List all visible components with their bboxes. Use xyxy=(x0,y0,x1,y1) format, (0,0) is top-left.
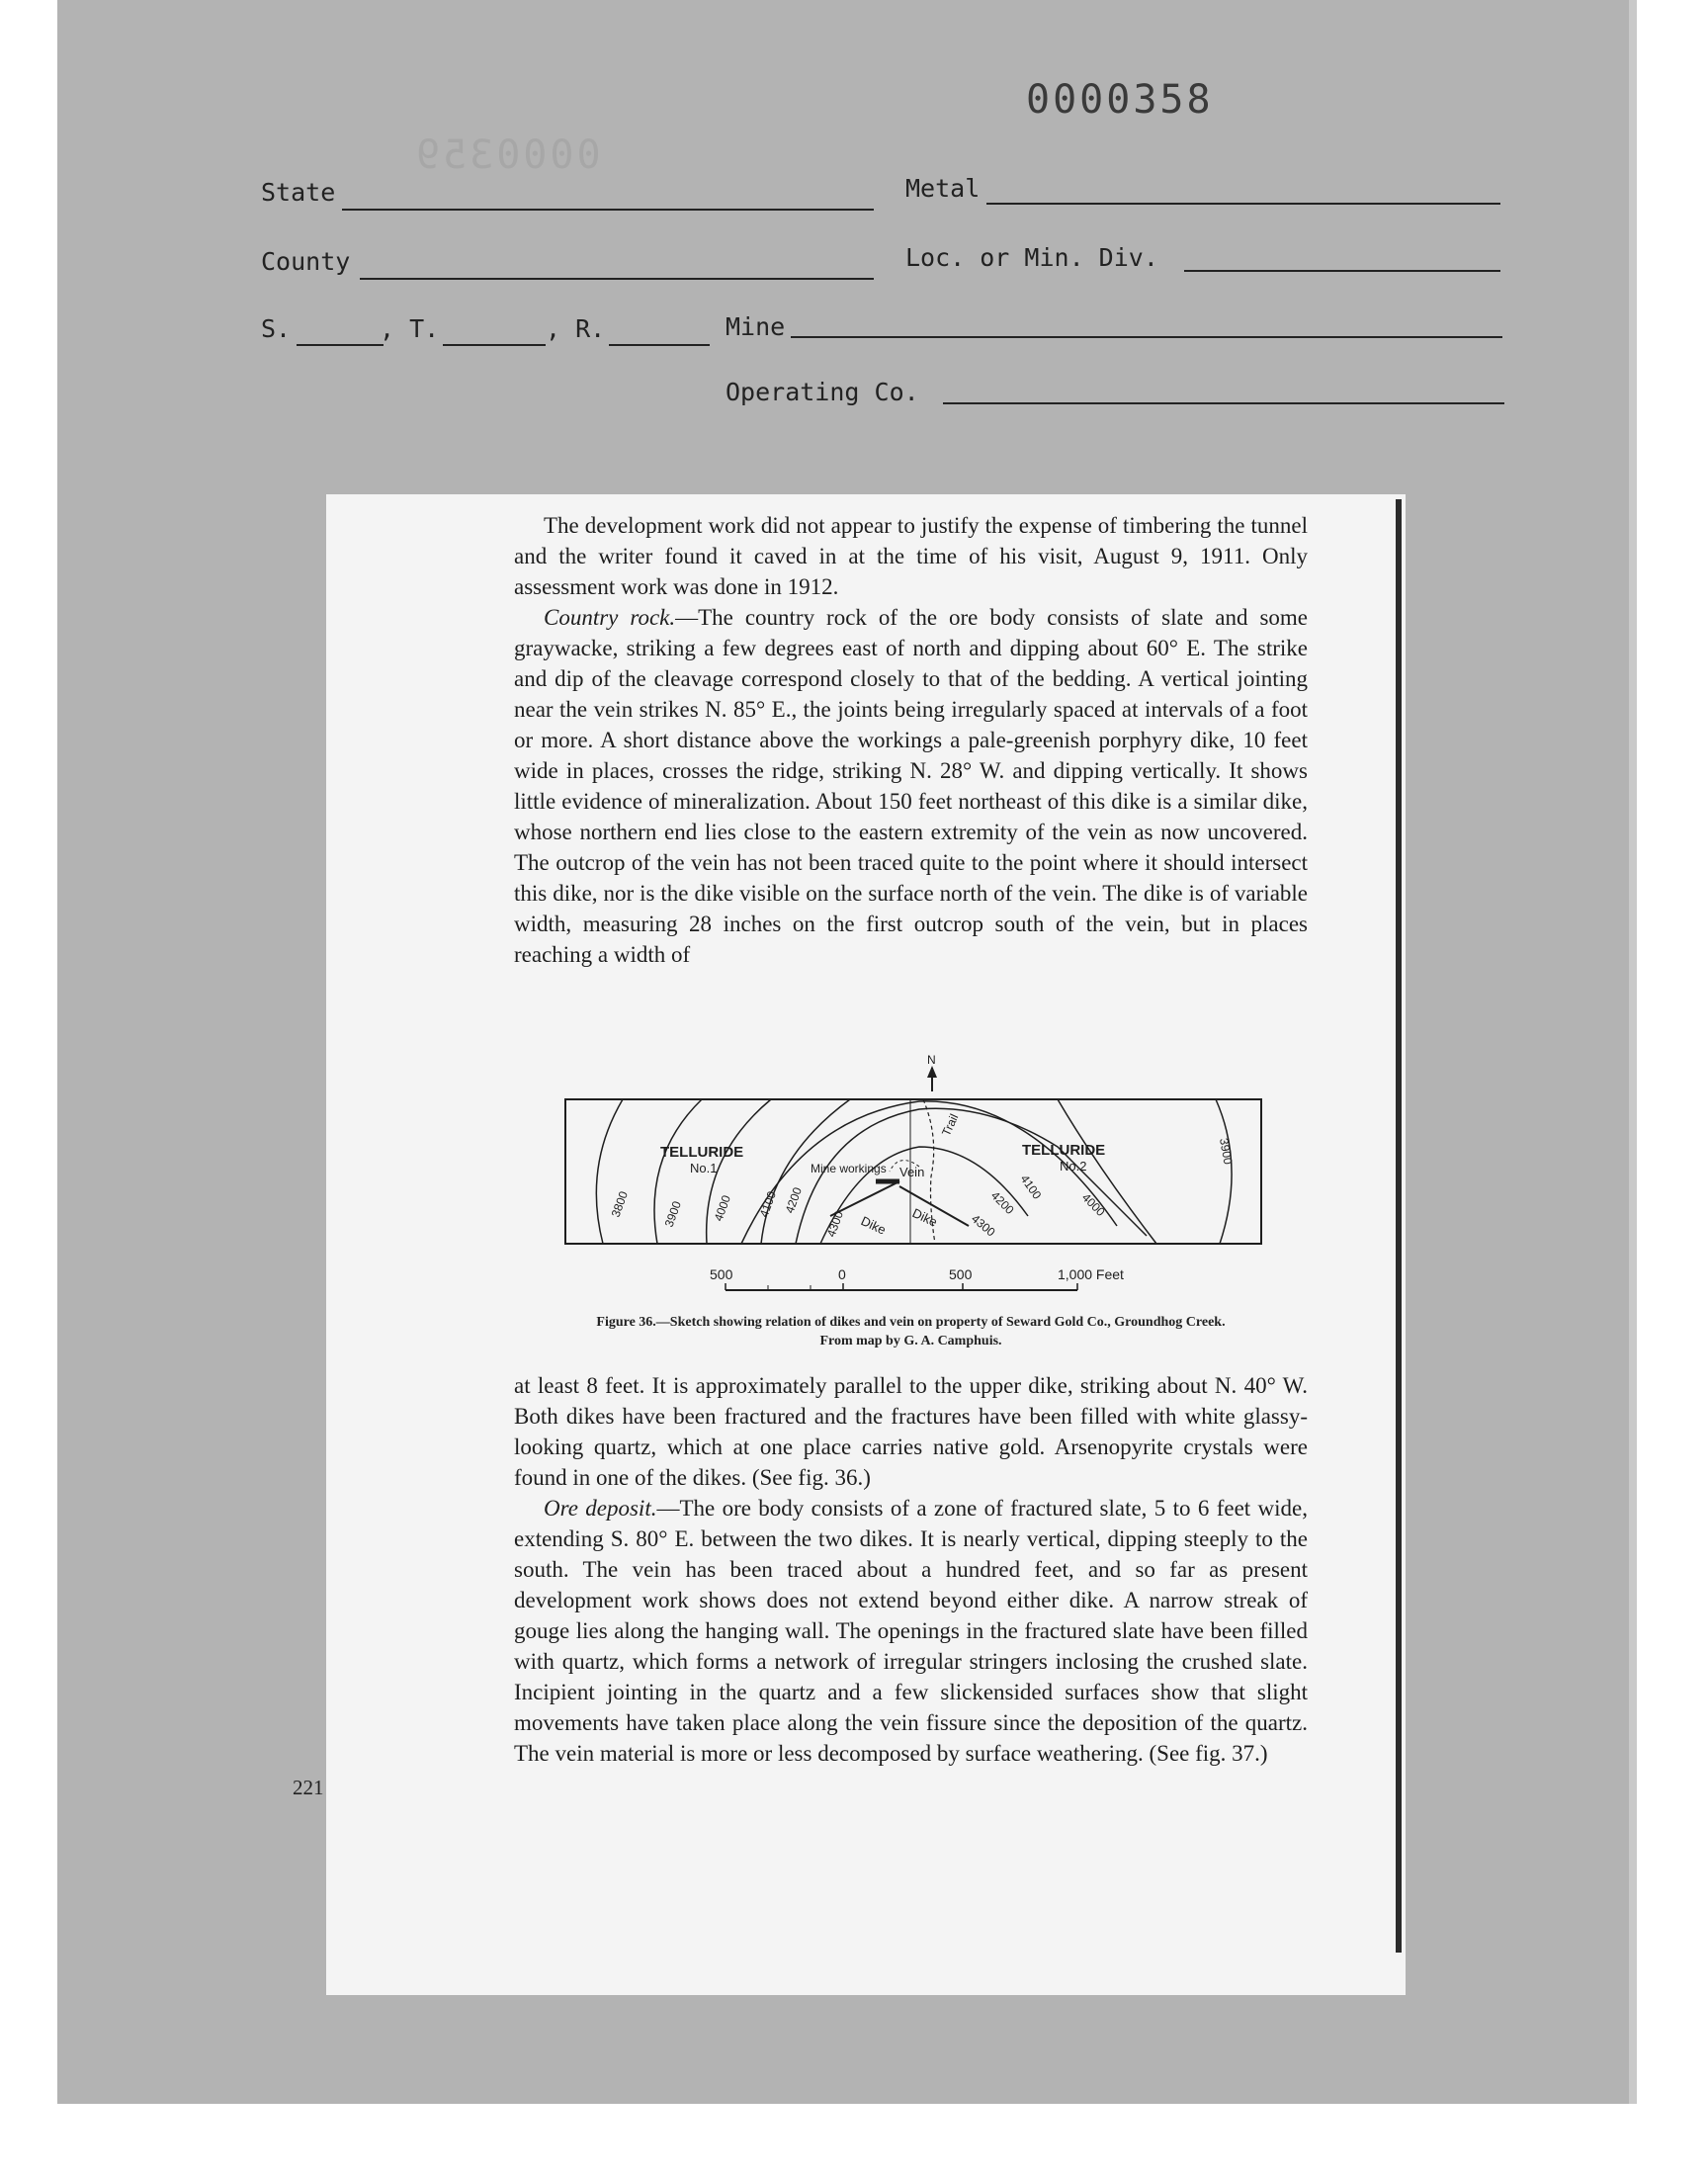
figure-caption xyxy=(514,1313,1308,1350)
trail-label: Trail xyxy=(939,1111,962,1139)
mine-workings-label: Mine workings xyxy=(811,1162,887,1175)
page-number: 221 xyxy=(293,1776,324,1799)
contour-label: 4100 xyxy=(756,1189,779,1220)
telluride-1-label: TELLURIDE xyxy=(660,1144,744,1161)
contour-label: 4000 xyxy=(711,1193,733,1224)
caption-line-1: Figure 36.—Sketch showing relation of dikes and vein on property of Seward Gold Co., Groundhog Creek. xyxy=(596,1315,1226,1330)
state-label: State xyxy=(261,178,336,207)
upper-text xyxy=(514,510,1308,970)
township-line[interactable] xyxy=(443,344,546,346)
contour-3900-east xyxy=(1216,1099,1232,1244)
section-label: S. xyxy=(261,314,292,343)
dike-upper xyxy=(830,1181,899,1216)
paragraph-dike-width: at least 8 feet. It is approximately parallel to the upper dike, striking about N. 40° W. Both dikes have been fractured and the fractures have been filled with white glassy-looking quartz, which at one place carries native gold. Arsenopyrite crystals were found in one of the dikes. (See fig. 36.) xyxy=(514,1373,1308,1490)
page-edge-shadow xyxy=(1396,499,1402,1953)
paragraph-ore-deposit xyxy=(514,1493,1308,1769)
paragraph-country-rock xyxy=(514,602,1308,970)
scale-label: 500 xyxy=(949,1266,973,1282)
metal-label: Metal xyxy=(905,174,981,203)
caption-line-2: From map by G. A. Camphuis. xyxy=(819,1334,1002,1348)
contour-label: 4200 xyxy=(782,1185,805,1216)
north-label: N xyxy=(927,1053,936,1067)
scale-label: 1,000 Feet xyxy=(1058,1266,1124,1282)
loc-line[interactable] xyxy=(1184,270,1500,272)
document-number: 0000358 xyxy=(1026,77,1214,123)
state-line[interactable] xyxy=(342,209,874,211)
contour-label: 3900 xyxy=(661,1199,684,1230)
contour-label: 4000 xyxy=(1078,1190,1108,1220)
township-label: , T. xyxy=(380,314,440,343)
contour-label: 4200 xyxy=(987,1188,1017,1218)
metal-line[interactable] xyxy=(986,203,1500,205)
telluride-1-number: No.1 xyxy=(690,1161,718,1175)
contour-3800 xyxy=(596,1099,623,1244)
heading-ore-deposit: Ore deposit. xyxy=(544,1496,657,1521)
county-label: County xyxy=(261,247,351,276)
scale-label: 500 xyxy=(710,1266,733,1282)
contour-label: 4300 xyxy=(823,1209,846,1240)
vein-label: Vein xyxy=(899,1165,925,1179)
contour-label: 4300 xyxy=(969,1211,998,1240)
country-rock-text: —The country rock of the ore body consists of slate and some graywacke, striking a few degrees east of north and dipping about 60° E. The strike and dip of the cleavage correspond closely to that of the bedding. A vertical jointing near the vein strikes N. 85° E., the joints being irregularly spaced at intervals of a foot or more. A short distance above the workings a pale-greenish porphyry dike, 10 feet wide in places, crosses the ridge, striking N. 28° W. and dipping vertically. It shows little evidence of mineralization. About 150 feet northeast of this dike is a similar dike, whose northern end lies close to the eastern extremity of the vein as now uncovered. The outcrop of the vein has not been traced quite to the point where it should intersect this dike, nor is the dike visible on the surface north of the vein. The dike is of variable width, measuring 28 inches on the first outcrop south of the vein, but in places reaching a width of xyxy=(514,605,1308,967)
telluride-2-label: TELLURIDE xyxy=(1022,1142,1106,1159)
bleed-through-number: 0000359 xyxy=(413,132,601,178)
range-label: , R. xyxy=(546,314,606,343)
mine-line[interactable] xyxy=(791,336,1502,338)
contour-label: 3900 xyxy=(1217,1137,1236,1166)
telluride-2-number: No.2 xyxy=(1060,1159,1087,1174)
scale-label: 0 xyxy=(838,1266,846,1282)
section-line[interactable] xyxy=(297,344,384,346)
loc-label: Loc. or Min. Div. xyxy=(905,243,1158,272)
county-line[interactable] xyxy=(360,278,874,280)
lower-text xyxy=(514,1370,1308,1769)
card-edge xyxy=(1629,0,1637,2104)
heading-country-rock: Country rock. xyxy=(544,605,676,630)
dike-label-1: Dike xyxy=(858,1213,889,1238)
figure-36-map xyxy=(563,1048,1275,1345)
dike-label-2: Dike xyxy=(909,1205,940,1230)
mine-label: Mine xyxy=(726,312,786,341)
ore-deposit-text: —The ore body consists of a zone of fractured slate, 5 to 6 feet wide, extending S. 80° E. between the two dikes. It is nearly vertical, dipping steeply to the south. The vein has been traced about a hundred feet, and so far as present development work shows does not extend beyond either dike. A narrow streak of gouge lies along the hanging wall. The openings in the fractured slate have been filled with quartz, which forms a network of irregular stringers inclosing the crushed slate. Incipient jointing in the quartz and a few slickensided surfaces show that slight movements have taken place along the vein fissure since the deposition of the quartz. The vein material is more or less decomposed by surface weathering. (See fig. 37.) xyxy=(514,1496,1308,1766)
paragraph-development: The development work did not appear to justify the expense of timbering the tunnel and the writer found it caved in at the time of his visit, August 9, 1911. Only assessment work was done in 1912. xyxy=(514,513,1308,599)
north-arrowhead xyxy=(927,1066,937,1078)
range-line[interactable] xyxy=(609,344,710,346)
contour-label: 3800 xyxy=(608,1189,631,1220)
operating-co-label: Operating Co. xyxy=(726,378,919,406)
operating-co-line[interactable] xyxy=(943,402,1504,404)
contour-label: 4100 xyxy=(1017,1172,1045,1202)
